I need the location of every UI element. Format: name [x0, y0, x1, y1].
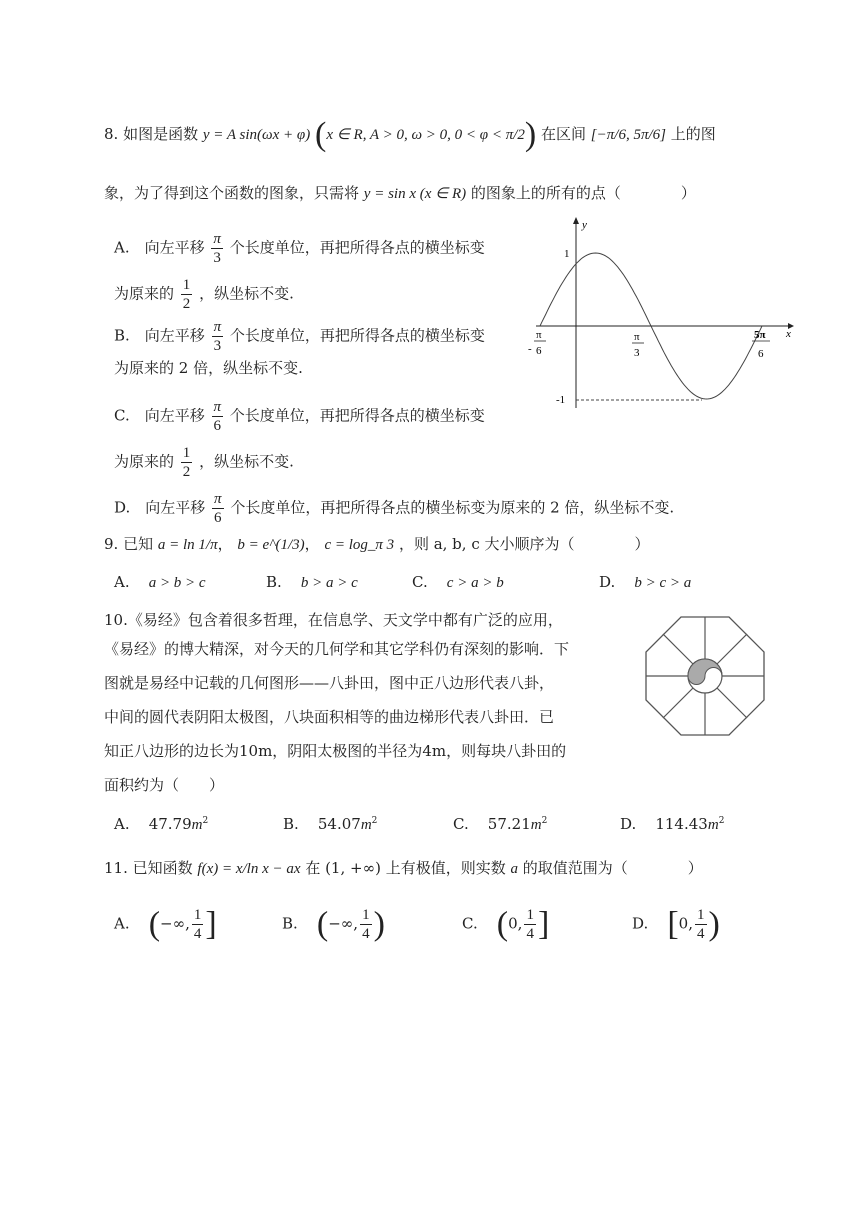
fraction-one-half: $\frac{1}{2}$	[182, 277, 191, 312]
q11-stem: 11. 已知函数 f(x) = x/ln x − ax 在 (1, +∞) 上有极值，则实数 a 的取值范围为（ ）	[104, 859, 703, 877]
q10-option-a[interactable]: A. $47.79m^2$	[114, 815, 209, 833]
fraction-pi-over-3: $\frac{\pi}{3}$	[213, 319, 222, 354]
fraction-pi-over-6: $\frac{\pi}{6}$	[214, 491, 222, 526]
q8-suffix: 上的图	[670, 125, 716, 143]
q10-option-b[interactable]: B. $54.07m^2$	[283, 815, 378, 833]
q10-line-4: 中间的圆代表阴阳太极图，八块面积相等的曲边梯形代表八卦田．已	[104, 708, 555, 726]
q8-option-a-line2: 为原来的 $\frac{1}{2}$ ，纵坐标不变.	[114, 277, 294, 312]
q8-stem-line1: 8. 如图是函数 y = A sin(ωx + φ) (x ∈ R, A > 0, ω > 0, 0 < φ < π/2) 在区间 [−π/6, 5π/6] 上的图	[104, 116, 716, 153]
q11-option-c[interactable]: C. (0, $\frac{1}{4}$ ]	[462, 905, 550, 943]
q8-option-a-line1: A. 向左平移 $\frac{\pi}{3}$ 个长度单位，再把所得各点的横坐标变	[114, 231, 485, 266]
svg-text:-: -	[528, 343, 532, 355]
q11-option-d[interactable]: D. [0, $\frac{1}{4}$ )	[632, 905, 720, 943]
q9-option-a[interactable]: A. a > b > c	[114, 573, 206, 591]
q11-option-a[interactable]: A. (−∞, $\frac{1}{4}$ ]	[114, 905, 217, 943]
q10-line-5: 知正八边形的边长为10m，阴阳太极图的半径为4m，则每块八卦田的	[104, 742, 567, 760]
q10-line-3: 图就是易经中记载的几何图形——八卦田，图中正八边形代表八卦，	[104, 674, 555, 692]
y-axis-label: y	[582, 219, 587, 231]
q9-stem: 9. 已知 a = ln 1/π， b = e^(1/3)， c = log_π 3 ，则 a, b, c 大小顺序为（ ）	[104, 535, 650, 553]
x-tick-right-num: 5π	[754, 329, 766, 341]
q8-interval: [−π/6, 5π/6]	[590, 127, 666, 143]
q9-option-c[interactable]: C. c > a > b	[412, 573, 504, 591]
q9-a: a = ln 1/π	[157, 537, 218, 553]
q8-prefix: 8. 如图是函数	[104, 125, 199, 143]
fraction-pi-over-6: $\frac{\pi}{6}$	[213, 399, 222, 434]
q8-option-b-line2: 为原来的 2 倍，纵坐标不变.	[114, 359, 303, 377]
q10-option-d[interactable]: D. $114.43m^2$	[620, 815, 725, 833]
q8-option-c-line2: 为原来的 $\frac{1}{2}$ ，纵坐标不变.	[114, 445, 294, 480]
q8-interval-text: 在区间	[541, 125, 587, 143]
x-tick-mid-den: 3	[634, 347, 640, 359]
q10-line-2: 《易经》的博大精深，对今天的几何学和其它学科仍有深刻的影响．下	[104, 640, 570, 658]
q8-option-d-line1: D. 向左平移 $\frac{\pi}{6}$ 个长度单位，再把所得各点的横坐标变为原来的 2 倍，纵坐标不变.	[114, 491, 675, 526]
q11-option-b[interactable]: B. (−∞, $\frac{1}{4}$ )	[282, 905, 385, 943]
x-axis-label: x	[786, 328, 791, 340]
bagua-octagon-figure	[632, 610, 782, 740]
q9-option-d[interactable]: D. b > c > a	[599, 573, 692, 591]
y-tick-neg1: -1	[556, 394, 566, 406]
y-tick-1: 1	[564, 248, 570, 260]
fraction-pi-over-3: $\frac{\pi}{3}$	[213, 231, 221, 266]
q10-option-c[interactable]: C. $57.21m^2$	[453, 815, 548, 833]
y-axis-arrow-icon	[573, 217, 579, 224]
q8-option-b-line1: B. 向左平移 $\frac{\pi}{3}$ 个长度单位，再把所得各点的横坐标变	[114, 319, 485, 354]
q9-c: c = log_π 3	[324, 537, 395, 553]
sine-graph	[526, 212, 796, 412]
q10-line-1: 10.《易经》包含着很多哲理，在信息学、天文学中都有广泛的应用，	[104, 611, 563, 629]
q9-b: b = e^(1/3)	[237, 537, 305, 553]
x-tick-left-num: π	[536, 329, 542, 341]
x-tick-left-den: 6	[536, 345, 542, 357]
q8-stem-line2: 象，为了得到这个函数的图象，只需将 y = sin x (x ∈ R) 的图象上的所有的点（ ）	[104, 184, 696, 202]
x-tick-mid-num: π	[634, 331, 640, 343]
q11-function: f(x) = x/ln x − ax	[197, 861, 301, 877]
fraction-one-half: $\frac{1}{2}$	[182, 445, 191, 480]
q8-condition: x ∈ R, A > 0, ω > 0, 0 < φ < π/2	[326, 127, 525, 143]
q8-function: y = A sin(ωx + φ)	[202, 127, 311, 143]
q8-option-c-line1: C. 向左平移 $\frac{\pi}{6}$ 个长度单位，再把所得各点的横坐标变	[114, 399, 485, 434]
q9-option-b[interactable]: B. b > a > c	[266, 573, 358, 591]
q10-line-6: 面积约为（ ）	[104, 776, 225, 794]
x-tick-right-den: 6	[758, 348, 764, 360]
q8-line2-fn: y = sin x (x ∈ R)	[363, 186, 467, 202]
